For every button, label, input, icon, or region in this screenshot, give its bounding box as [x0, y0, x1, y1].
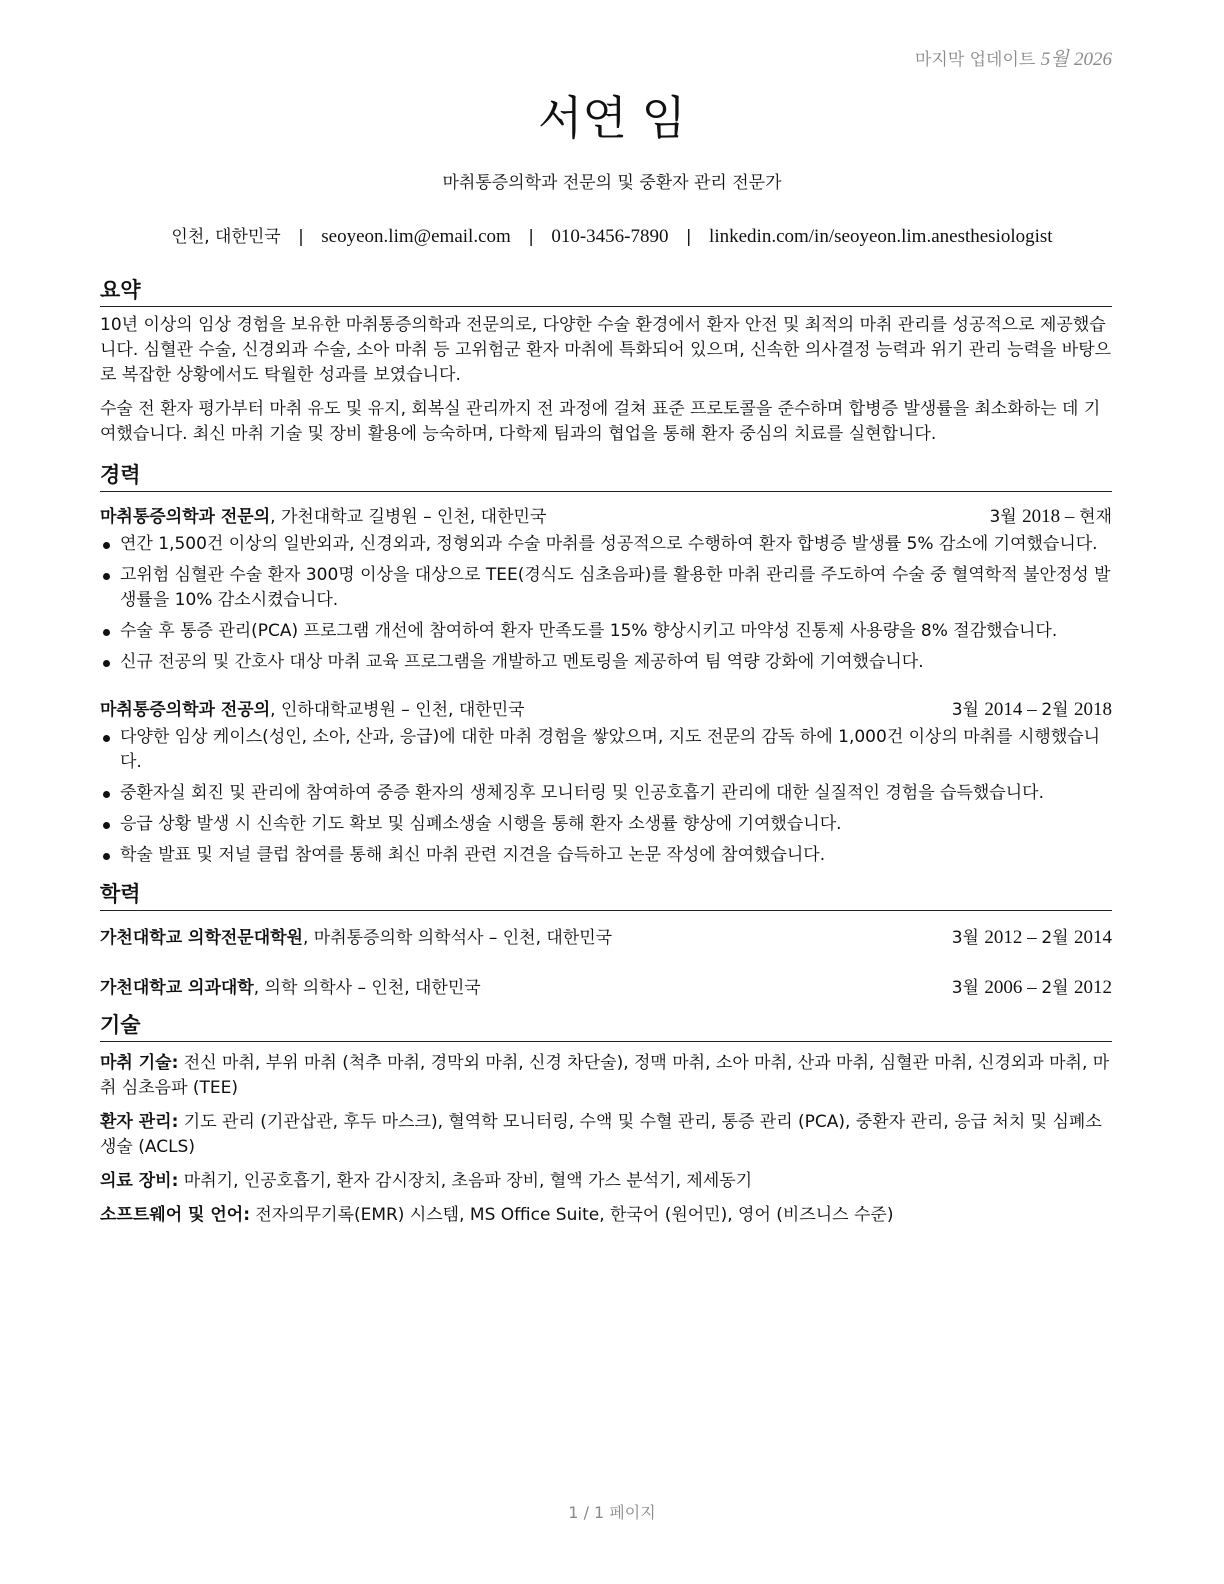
- skill-value: 전자의무기록(EMR) 시스템, MS Office Suite, 한국어 (원어민), 영어 (비즈니스 수준): [250, 1205, 894, 1225]
- job-header: [100, 504, 1112, 530]
- date-month: 3월: [989, 507, 1017, 527]
- section-title-skills: 기술: [100, 1011, 1112, 1042]
- experience-section: [100, 461, 1112, 868]
- resume-body: [100, 276, 1112, 1228]
- date-month: 3월: [951, 978, 979, 998]
- skill-label: 환자 관리:: [100, 1112, 179, 1132]
- date-dash: –: [1022, 927, 1042, 948]
- skill-value: 마취기, 인공호흡기, 환자 감시장치, 초음파 장비, 혈액 가스 분석기, 제세동기: [178, 1171, 753, 1191]
- section-title-education: 학력: [100, 880, 1112, 911]
- date-month: 3월: [951, 700, 979, 720]
- skill-label: 소프트웨어 및 언어:: [100, 1205, 251, 1225]
- contact-phone: 010-3456-7890: [551, 226, 669, 247]
- education-entry: [100, 925, 1112, 951]
- skill-line: [100, 1110, 1112, 1160]
- education-school: 가천대학교 의학전문대학원: [100, 928, 303, 948]
- education-dates: [952, 925, 1112, 951]
- education-school: 가천대학교 의과대학: [100, 978, 254, 998]
- date-year: 2012: [1074, 977, 1112, 998]
- contact-location: 인천, 대한민국: [171, 227, 281, 247]
- summary-section: [100, 276, 1112, 447]
- education-dates: [952, 975, 1112, 1001]
- date-end: 현재: [1079, 507, 1112, 527]
- date-month: 3월: [951, 928, 979, 948]
- job-org: , 인하대학교병원 – 인천, 대한민국: [270, 700, 525, 720]
- job-org: , 가천대학교 길병원 – 인천, 대한민국: [270, 507, 547, 527]
- list-item: 중환자실 회진 및 관리에 참여하여 중증 환자의 생체징후 모니터링 및 인공호흡기 관리에 대한 실질적인 경험을 습득했습니다.: [100, 781, 1112, 806]
- contact-linkedin[interactable]: linkedin.com/in/seoyeon.lim.anesthesiologist: [709, 226, 1053, 247]
- headline: 마취통증의학과 전문의 및 중환자 관리 전문가: [442, 173, 782, 193]
- education-entry: [100, 975, 1112, 1001]
- date-year: 2018: [1022, 506, 1061, 527]
- list-item: 응급 상황 발생 시 신속한 기도 확보 및 심폐소생술 시행을 통해 환자 소생률 향상에 기여했습니다.: [100, 812, 1112, 837]
- skill-line: [100, 1203, 1112, 1228]
- last-updated-month: 5월: [1040, 49, 1069, 70]
- contact-separator: |: [685, 227, 692, 247]
- job-entry: [100, 504, 1112, 675]
- contact-email[interactable]: seoyeon.lim@email.com: [321, 226, 511, 247]
- date-dash: –: [1060, 506, 1080, 527]
- list-item: 수술 후 통증 관리(PCA) 프로그램 개선에 참여하여 환자 만족도를 15% 향상시키고 마약성 진통제 사용량을 8% 절감했습니다.: [100, 619, 1112, 644]
- section-title-summary: 요약: [100, 276, 1112, 307]
- education-section: [100, 880, 1112, 1001]
- date-month: 2월: [1041, 928, 1069, 948]
- skill-label: 마취 기술:: [100, 1053, 179, 1073]
- contact-line: [0, 223, 1224, 251]
- skill-label: 의료 장비:: [100, 1171, 179, 1191]
- job-role: 마취통증의학과 전문의: [100, 507, 271, 527]
- skills-section: [100, 1011, 1112, 1228]
- list-item: 고위험 심혈관 수술 환자 300명 이상을 대상으로 TEE(경식도 심초음파)를 활용한 마취 관리를 주도하여 수술 중 혈역학적 불안정성 발생률을 10% 감소시켰습니다.: [100, 563, 1112, 613]
- date-month: 2월: [1041, 978, 1069, 998]
- date-year: 2014: [1074, 927, 1112, 948]
- page-number: 1 / 1 페이지: [568, 1503, 656, 1522]
- skill-line: [100, 1051, 1112, 1101]
- date-year: 2014: [984, 699, 1023, 720]
- job-entry: [100, 697, 1112, 868]
- summary-paragraph: 수술 전 환자 평가부터 마취 유도 및 유지, 회복실 관리까지 전 과정에 걸쳐 표준 프로토콜을 준수하며 합병증 발생률을 최소화하는 데 기여했습니다. 최신 마취 기술 및 장비 활용에 능숙하며, 다학제 팀과의 협업을 통해 환자 중심의 치료를 실현합니다.: [100, 399, 1101, 444]
- date-year: 2006: [984, 977, 1023, 998]
- date-dash: –: [1022, 977, 1042, 998]
- list-item: 연간 1,500건 이상의 일반외과, 신경외과, 정형외과 수술 마취를 성공적으로 수행하여 환자 합병증 발생률 5% 감소에 기여했습니다.: [100, 532, 1112, 557]
- job-header: [100, 697, 1112, 723]
- education-degree: , 의학 의학사 – 인천, 대한민국: [253, 978, 481, 998]
- job-bullets: [100, 532, 1112, 675]
- candidate-name: 서연 임: [538, 91, 686, 145]
- job-dates: [989, 504, 1112, 530]
- job-role: 마취통증의학과 전공의: [100, 700, 271, 720]
- job-dates: [952, 697, 1112, 723]
- date-month: 2월: [1041, 700, 1069, 720]
- education-degree: , 마취통증의학 의학석사 – 인천, 대한민국: [302, 928, 613, 948]
- section-title-experience: 경력: [100, 461, 1112, 492]
- last-updated-prefix: 마지막 업데이트: [914, 50, 1041, 70]
- skill-line: [100, 1169, 1112, 1194]
- list-item: 신규 전공의 및 간호사 대상 마취 교육 프로그램을 개발하고 멘토링을 제공하여 팀 역량 강화에 기여했습니다.: [100, 650, 1112, 675]
- contact-separator: |: [528, 227, 534, 247]
- contact-separator: |: [298, 227, 304, 247]
- job-bullets: [100, 725, 1112, 868]
- date-year: 2012: [984, 927, 1023, 948]
- last-updated-year: 2026: [1074, 49, 1112, 70]
- list-item: 다양한 임상 케이스(성인, 소아, 산과, 응급)에 대한 마취 경험을 쌓았으며, 지도 전문의 감독 하에 1,000건 이상의 마취를 시행했습니다.: [100, 725, 1112, 775]
- last-updated: [915, 44, 1112, 71]
- summary-paragraph: 10년 이상의 임상 경험을 보유한 마취통증의학과 전문의로, 다양한 수술 환경에서 환자 안전 및 최적의 마취 관리를 성공적으로 제공했습니다. 심혈관 수술, 신경외과 수술, 소아 마취 등 고위험군 환자 마취에 특화되어 있으며, 신속한 의사결정 능력과 위기 관리 능력을 바탕으로 복잡한 상황에서도 탁월한 성과를 보였습니다.: [100, 315, 1112, 385]
- skill-value: 전신 마취, 부위 마취 (척추 마취, 경막외 마취, 신경 차단술), 정맥 마취, 소아 마취, 산과 마취, 심혈관 마취, 신경외과 마취, 마취 심초음파 (TEE): [100, 1053, 1110, 1098]
- date-year: 2018: [1074, 699, 1112, 720]
- skill-value: 기도 관리 (기관삽관, 후두 마스크), 혈역학 모니터링, 수액 및 수혈 관리, 통증 관리 (PCA), 중환자 관리, 응급 처치 및 심폐소생술 (ACLS): [100, 1112, 1102, 1157]
- list-item: 학술 발표 및 저널 클럽 참여를 통해 최신 마취 관련 지견을 습득하고 논문 작성에 참여했습니다.: [100, 843, 1112, 868]
- date-dash: –: [1022, 699, 1042, 720]
